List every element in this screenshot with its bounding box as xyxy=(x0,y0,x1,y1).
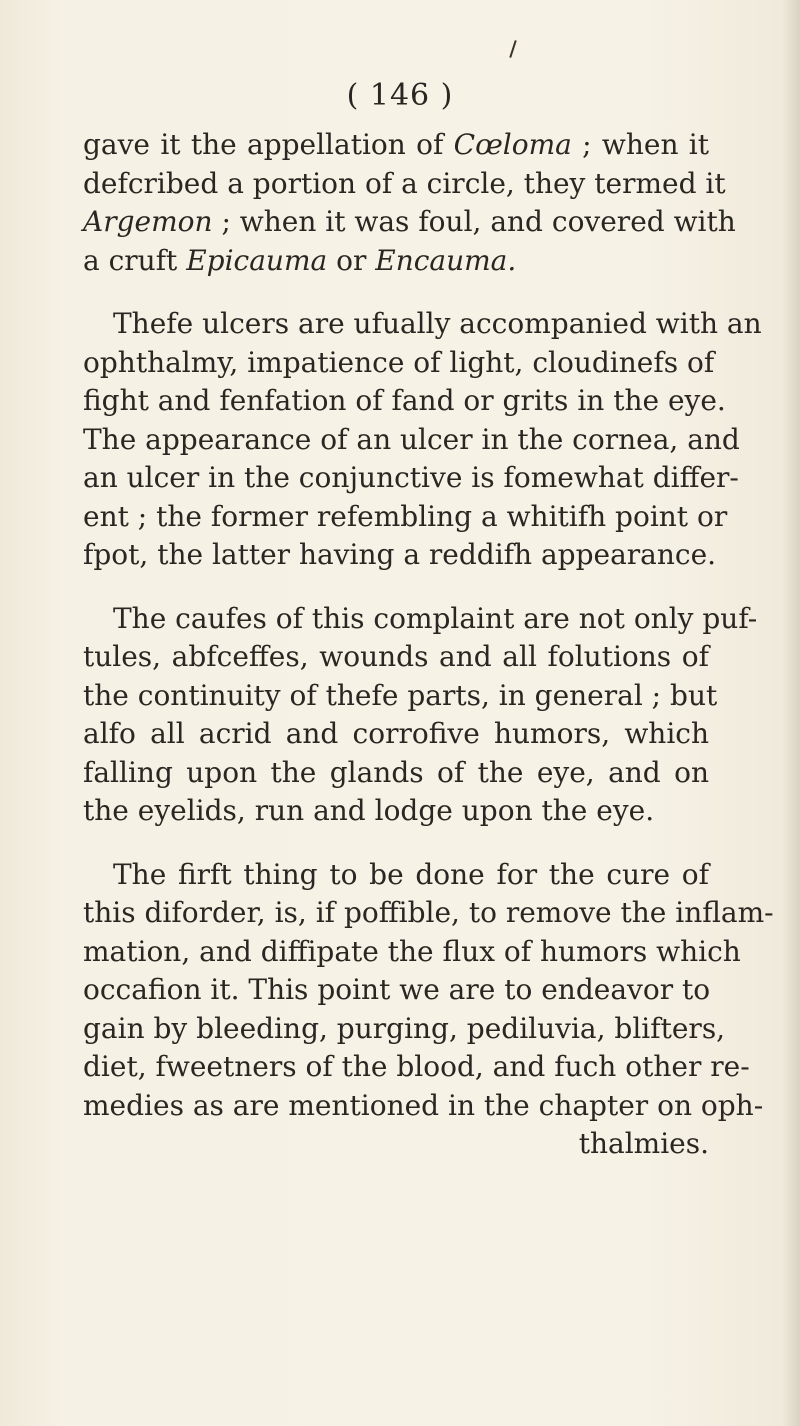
text-line xyxy=(83,536,717,575)
text-line xyxy=(83,933,741,972)
text-segment: Thefe ulcers are ufually accompanied with an xyxy=(113,307,762,340)
text-segment: an ulcer in the conjunctive is fomewhat differ- xyxy=(83,461,739,494)
text-segment: the eyelids, run and lodge upon the eye. xyxy=(83,794,655,827)
text-segment: ophthalmy, impatience of light, cloudinefs of xyxy=(83,345,715,379)
text-segment: gain by bleeding, purging, pediluvia, blifters, xyxy=(83,1011,726,1045)
italic-term: Cœloma xyxy=(453,128,572,161)
paragraph xyxy=(83,305,762,575)
text-line xyxy=(83,165,726,204)
text-line xyxy=(83,677,718,716)
paragraph xyxy=(83,856,774,1164)
page-edge-shadow xyxy=(782,0,800,1426)
text-line xyxy=(83,894,774,933)
text-line xyxy=(83,421,740,460)
text-segment: fpot, the latter having a reddifh appearance. xyxy=(83,538,717,571)
text-segment: gave it the appellation of xyxy=(83,128,454,161)
text-segment: a cruft xyxy=(83,243,187,277)
text-segment: alfo all acrid and corrofive humors, which xyxy=(83,717,709,750)
text-segment: defcribed a portion of a circle, they termed it xyxy=(83,166,726,200)
text-line xyxy=(83,459,739,498)
text-line xyxy=(83,856,709,895)
text-line xyxy=(83,1010,726,1049)
paragraph-gap xyxy=(83,280,709,305)
text-segment: The firft thing to be done for the cure of xyxy=(113,857,709,891)
text-segment: this diforder, is, if poffible, to remove the inflam- xyxy=(83,896,774,929)
italic-term: Encauma. xyxy=(375,243,517,277)
ink-mark xyxy=(509,40,516,58)
text-line xyxy=(83,1048,750,1087)
italic-term: Epicauma xyxy=(186,243,328,277)
text-line xyxy=(83,126,709,165)
text-segment: thalmies. xyxy=(578,1127,709,1160)
page-number-header: ( 146 ) xyxy=(346,78,454,113)
text-segment: ent ; the former refembling a whitifh point or xyxy=(83,499,728,533)
body-text xyxy=(83,126,774,1164)
text-line xyxy=(83,600,758,639)
text-segment: tules, abfceffes, wounds and all folutions of xyxy=(83,640,709,673)
text-segment: The appearance of an ulcer in the cornea, and xyxy=(83,422,740,456)
text-line xyxy=(83,971,709,1010)
text-segment: medies as are mentioned in the chapter on oph- xyxy=(83,1088,764,1122)
text-line xyxy=(83,715,709,754)
italic-term: Argemon xyxy=(83,205,213,238)
paragraph xyxy=(83,126,736,280)
paragraph-gap xyxy=(83,831,709,856)
text-line xyxy=(83,1087,764,1126)
text-segment: the continuity of thefe parts, in general ; but xyxy=(83,678,718,712)
text-segment: diet, fweetners of the blood, and fuch other re- xyxy=(83,1050,750,1083)
text-line xyxy=(83,305,762,344)
text-segment: occafion it. This point we are to endeavor to xyxy=(83,973,711,1006)
text-line xyxy=(83,203,736,242)
text-line xyxy=(83,242,709,281)
text-line xyxy=(83,1125,709,1164)
text-line xyxy=(83,498,728,537)
text-line xyxy=(83,638,709,677)
text-segment: The caufes of this complaint are not only puf- xyxy=(113,601,758,635)
text-line xyxy=(83,792,709,831)
text-segment: fight and fenfation of fand or grits in the eye. xyxy=(83,384,726,417)
text-segment: or xyxy=(327,243,376,277)
text-line xyxy=(83,344,715,383)
text-segment: ; when it was foul, and covered with xyxy=(212,205,736,238)
text-line xyxy=(83,754,709,793)
text-segment: ; when it xyxy=(571,128,709,161)
text-segment: falling upon the glands of the eye, and on xyxy=(83,755,709,789)
paragraph-gap xyxy=(83,575,709,600)
paragraph xyxy=(83,600,758,831)
text-line xyxy=(83,382,726,421)
text-segment: mation, and diffipate the flux of humors which xyxy=(83,934,741,968)
